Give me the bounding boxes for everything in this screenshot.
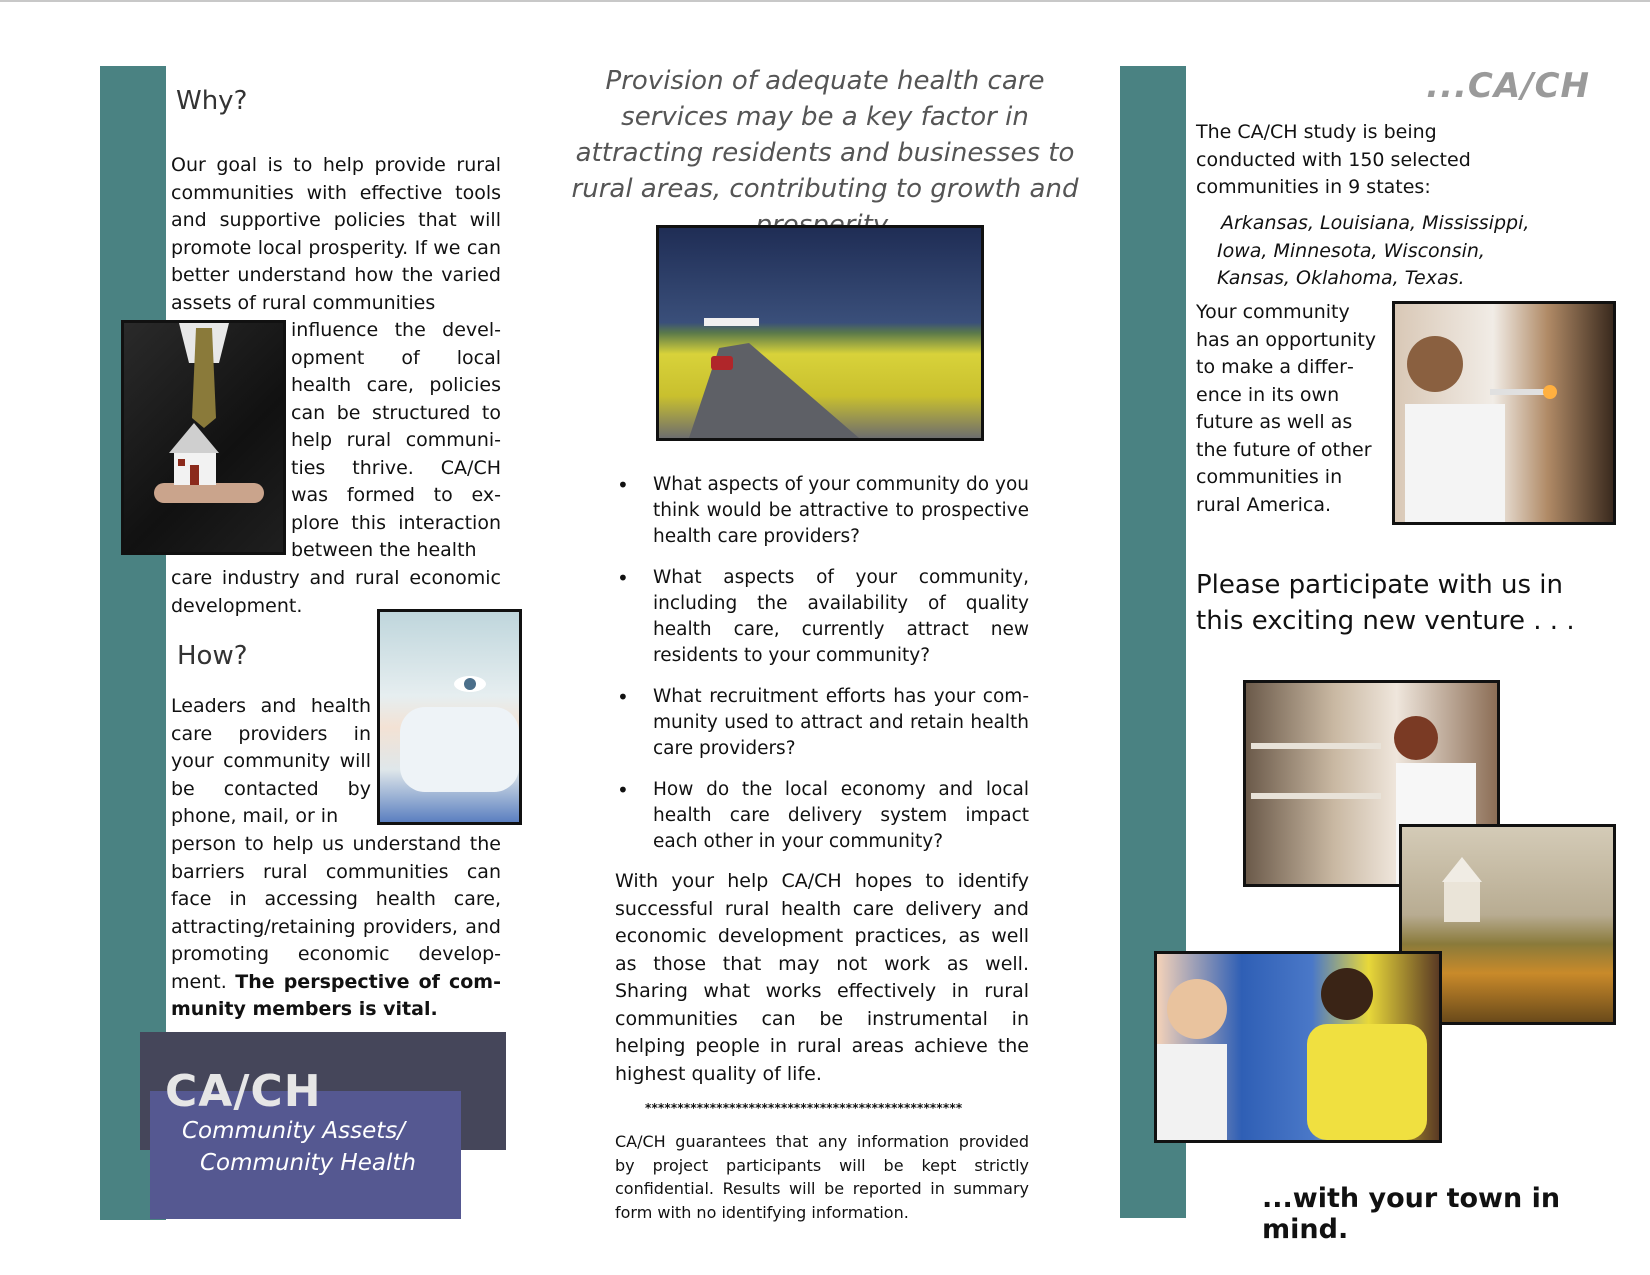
eye-exam-icon [1395, 304, 1613, 522]
how-paragraph-wrap: Leaders and health care providers in your community will be contacted by phone, mail, or in [171, 695, 371, 827]
tagline: Provision of adequate health care services may be a key factor in attracting residents and businesses to rural areas, contributing to growth and [571, 66, 1079, 204]
closing-slogan: ...with your town in mind. [1262, 1183, 1561, 1245]
question-list [613, 472, 1029, 870]
question-item: • What recruitment efforts has your community used to attract and retain health care providers? [613, 684, 1029, 762]
top-rule [0, 0, 1650, 2]
question-item: • What aspects of your community do you think would be attractive to prospective health care providers? [613, 472, 1029, 550]
logo-line-2: Community Health [200, 1150, 416, 1176]
surgeon-mask-photo [377, 609, 522, 825]
states-line-3: Kansas, Oklahoma, Texas. [1217, 267, 1465, 289]
how-paragraph-text: person to help us understand the barriers rural communities can face in accessing health care, attracting/retaining providers, and promoting economic development. [171, 833, 501, 993]
opportunity-text: Your community has an opportunity to make a difference in its own future as well as the future of other communities in rural America. [1196, 301, 1377, 516]
health-education-icon [1157, 954, 1439, 1140]
road-icon [659, 228, 981, 438]
health-education-photo [1154, 951, 1442, 1143]
question-item: • What aspects of your community, including the availability of quality health care, currently attract new residents to your community? [613, 565, 1029, 669]
how-paragraph-bold: The perspective of community members is vital. [171, 970, 501, 1020]
why-heading: Why? [176, 86, 248, 116]
right-header: ...CA/CH [1426, 66, 1590, 106]
how-paragraph-bottom [171, 831, 501, 1024]
house-in-hand-photo [121, 320, 286, 555]
why-paragraph-bottom: care industry and rural economic development. [171, 567, 501, 617]
logo-acronym: CA/CH [165, 1066, 322, 1117]
logo-line-1: Community Assets/ [182, 1118, 406, 1144]
why-paragraph-top: Our goal is to help provide rural communities with effective tools and supportive policies that will promote local prosperity. If we can better understand how the varied assets of rural communities [171, 154, 501, 314]
states-line-2: Iowa, Minnesota, Wisconsin, [1217, 239, 1485, 262]
question-item: • How do the local economy and local health care delivery system impact each other in your community? [613, 777, 1029, 855]
rural-road-photo [656, 225, 984, 441]
participate-text: Please participate with us in this exciting new venture . . . [1196, 570, 1575, 636]
hopes-paragraph: With your help CA/CH hopes to identify successful rural health care delivery and economic development practices, as well as those that may not work as well. Sharing what works effectively in rural communities can be instrumental in helping people in rural areas achieve the highest quality of life. [615, 870, 1029, 1085]
house-in-hand-icon [124, 323, 283, 552]
eye-exam-photo [1392, 301, 1616, 525]
asterisk-separator: ************************************************* [645, 1101, 963, 1115]
study-text: The CA/CH study is being conducted with 150 selected communities in 9 states: [1196, 121, 1471, 198]
how-heading: How? [177, 641, 248, 671]
states-line-1: Arkansas, Louisiana, Mississippi, [1221, 212, 1530, 234]
states-list [1217, 210, 1530, 293]
surgeon-icon [380, 612, 519, 822]
why-paragraph-wrap: influence the development of local health care, policies can be structured to help rural communities thrive. CA/CH was formed to explore this interaction between the health [291, 319, 501, 561]
confidentiality-note: CA/CH guarantees that any information provided by project participants will be kept strictly confidential. Results will be reported in summary form with no identifying information. [615, 1132, 1029, 1222]
